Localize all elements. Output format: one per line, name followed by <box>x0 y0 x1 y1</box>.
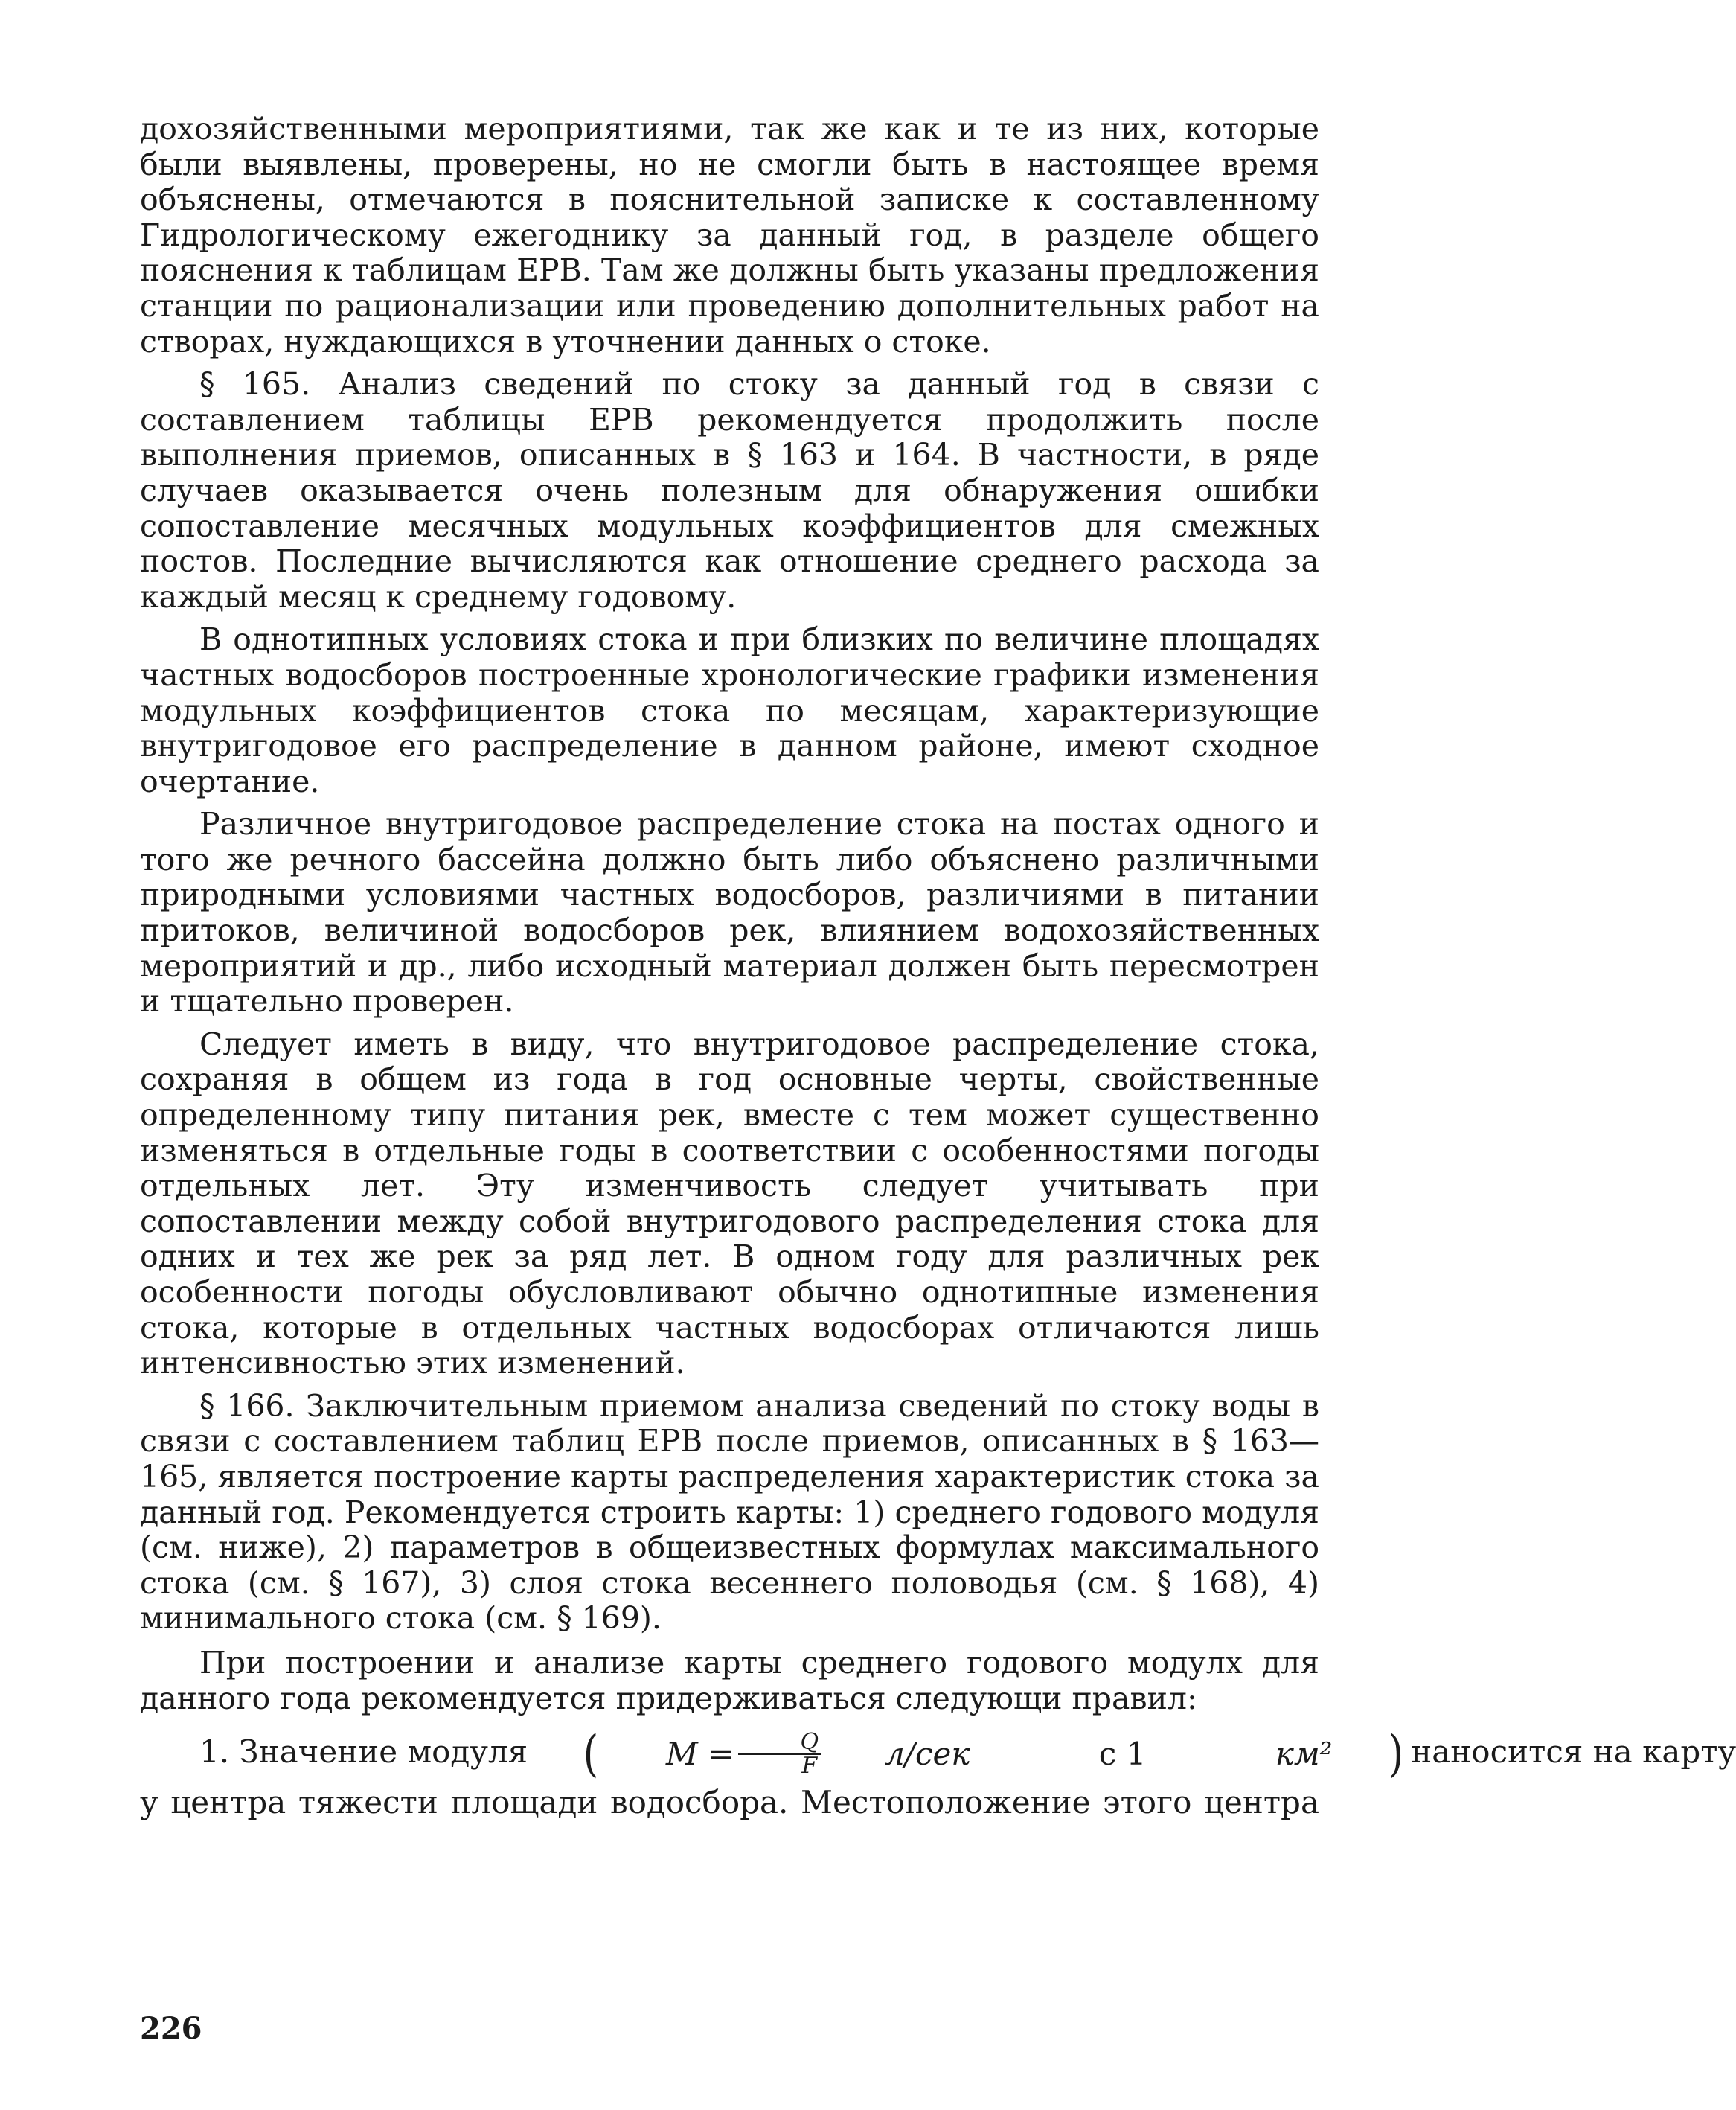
paragraph-rules-intro: При построении и анализе карты среднего годового модулх для данного года рекомендуется придерживаться следующи правил: <box>140 1644 1319 1716</box>
page-number: 226 <box>140 2011 202 2046</box>
formula-lhs: M = <box>665 1736 734 1773</box>
paragraph-different-distribution: Различное внутригодовое распределение стока на постах одного и того же речного бассейна должно быть либо объяснено различными природными условиями частных водосборов, различиями в питании притоков, величиной водосборов рек, влиянием водохозяйственных мероприятий и др., либо исходный материал должен быть пересмотрен и тщательно проверен. <box>140 806 1319 1020</box>
paragraph-section-166: § 166. Заключительным приемом анализа сведений по стоку воды в связи с составлением таблиц ЕРВ после приемов, описанных в § 163—165, является построение карты распределения характеристик стока за данный год. Рекомендуется строить карты: 1) среднего годового модуля (см. ниже), 2) параметров в общеизвестных формулах максимального стока (см. § 167), 3) слоя стока весеннего половодья (см. § 168), 4) минимального стока (см. § 169). <box>140 1387 1319 1637</box>
fraction-numerator: Q <box>738 1731 821 1755</box>
document-page <box>140 111 1736 2077</box>
paragraph-similar-conditions: В однотипных условиях стока и при близких по величине площадях частных водосборов построенные хронологические графики изменения модульных коэффициентов стока по месяцам, характеризующие внутригодовое его распределение в данном районе, имеют сходное очертание. <box>140 621 1319 799</box>
unit-discharge: л/сек <box>885 1736 970 1773</box>
rule-1-continuation: у центра тяжести площади водосбора. Местоположение этого центра <box>140 1784 1319 1821</box>
rule-1-suffix: наносится на карту <box>1411 1733 1736 1771</box>
fraction <box>738 1729 821 1780</box>
paragraph-section-165: § 165. Анализ сведений по стоку за данный год в связи с составлением таблицы ЕРВ рекомендуется продолжить после выполнения приемов, описанных в § 163 и 164. В частности, в ряде случаев оказывается очень полезным для обнаружения ошибки сопоставление месячных модульных коэффициентов для смежных постов. Последние вычисляются как отношение среднего расхода за каждый месяц к среднему годовому. <box>140 366 1319 615</box>
right-parenthesis: ) <box>1388 1725 1403 1783</box>
rule-1-prefix: 1. Значение модуля <box>199 1733 528 1771</box>
paragraph-variability: Следует иметь в виду, что внутригодовое распределение стока, сохраняя в общем из года в год основные черты, свойственные определенному типу питания рек, вместе с тем может существенно изменяться в отдельные годы в соответствии с особенностями погоды отдельных лет. Эту изменчивость следует учитывать при сопоставлении между собой внутригодового распределения стока для одних и тех же рек за ряд лет. В одном году для различных рек особенности погоды обусловливают обычно однотипные изменения стока, которые в отдельных частных водосборах отличаются лишь интенсивностью этих изменений. <box>140 1026 1319 1381</box>
left-parenthesis: ( <box>583 1725 599 1783</box>
unit-connector: с 1 <box>1098 1736 1147 1773</box>
module-formula <box>528 1725 1411 1783</box>
fraction-denominator: F <box>801 1753 818 1780</box>
rule-1-line <box>140 1725 1736 1783</box>
paragraph-continuation: дохозяйственными мероприятиями, так же как и те из них, которые были выявлены, проверены, но не смогли быть в настоящее время объяснены, отмечаются в пояснительной записке к составленному Гидрологическому ежегоднику за данный год, в разделе общего пояснения к таблицам ЕРВ. Там же должны быть указаны предложения станции по рационализации или проведению дополнительных работ на створах, нуждающихся в уточнении данных о стоке. <box>140 111 1319 359</box>
unit-area: км² <box>1275 1736 1333 1773</box>
